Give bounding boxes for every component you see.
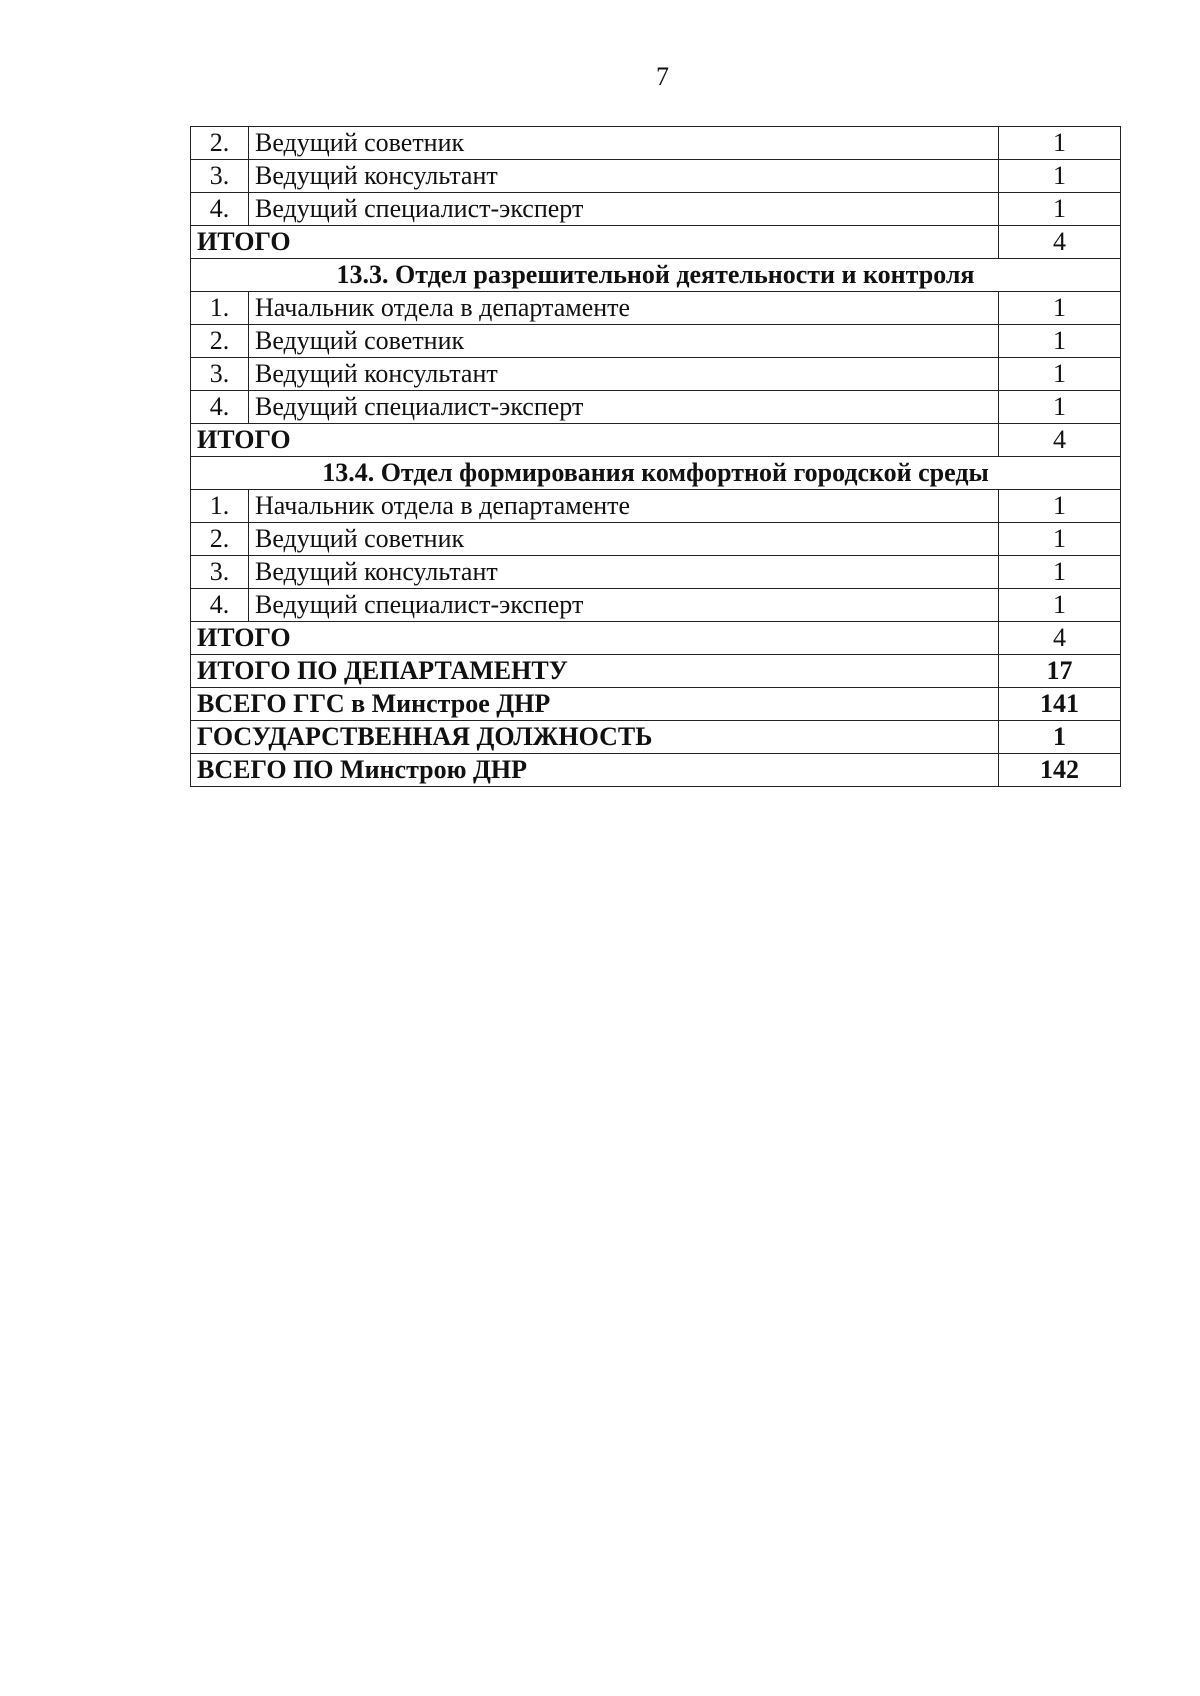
row-number: 4. bbox=[191, 589, 249, 622]
position-count: 1 bbox=[999, 160, 1121, 193]
total-label: ГОСУДАРСТВЕННАЯ ДОЛЖНОСТЬ bbox=[191, 721, 999, 754]
position-name: Ведущий советник bbox=[249, 523, 999, 556]
position-count: 1 bbox=[999, 193, 1121, 226]
position-count: 1 bbox=[999, 358, 1121, 391]
position-name: Ведущий консультант bbox=[249, 556, 999, 589]
total-label: ИТОГО ПО ДЕПАРТАМЕНТУ bbox=[191, 655, 999, 688]
total-row bbox=[191, 622, 1121, 655]
total-row bbox=[191, 721, 1121, 754]
total-count: 141 bbox=[999, 688, 1121, 721]
row-number: 3. bbox=[191, 556, 249, 589]
row-number: 4. bbox=[191, 193, 249, 226]
table-row bbox=[191, 589, 1121, 622]
position-name: Ведущий консультант bbox=[249, 358, 999, 391]
position-count: 1 bbox=[999, 325, 1121, 358]
table-row bbox=[191, 523, 1121, 556]
position-count: 1 bbox=[999, 589, 1121, 622]
position-name: Ведущий консультант bbox=[249, 160, 999, 193]
position-name: Ведущий специалист-эксперт bbox=[249, 589, 999, 622]
position-count: 1 bbox=[999, 391, 1121, 424]
table-row bbox=[191, 292, 1121, 325]
total-label: ИТОГО bbox=[191, 226, 999, 259]
page-number: 7 bbox=[656, 62, 669, 91]
position-name: Начальник отдела в департаменте bbox=[249, 490, 999, 523]
section-title: 13.3. Отдел разрешительной деятельности и контроля bbox=[191, 259, 1121, 292]
total-row bbox=[191, 226, 1121, 259]
row-number: 1. bbox=[191, 490, 249, 523]
row-number: 3. bbox=[191, 358, 249, 391]
table-row bbox=[191, 160, 1121, 193]
position-count: 1 bbox=[999, 523, 1121, 556]
section-header-row bbox=[191, 259, 1121, 292]
position-count: 1 bbox=[999, 127, 1121, 160]
total-label: ВСЕГО ПО Минстрою ДНР bbox=[191, 754, 999, 787]
staff-table bbox=[190, 126, 1121, 787]
row-number: 3. bbox=[191, 160, 249, 193]
section-title: 13.4. Отдел формирования комфортной городской среды bbox=[191, 457, 1121, 490]
table-row bbox=[191, 490, 1121, 523]
position-name: Ведущий советник bbox=[249, 127, 999, 160]
row-number: 4. bbox=[191, 391, 249, 424]
position-name: Ведущий специалист-эксперт bbox=[249, 193, 999, 226]
row-number: 1. bbox=[191, 292, 249, 325]
total-count: 17 bbox=[999, 655, 1121, 688]
total-row bbox=[191, 655, 1121, 688]
total-row bbox=[191, 688, 1121, 721]
total-count: 4 bbox=[999, 226, 1121, 259]
total-label: ИТОГО bbox=[191, 622, 999, 655]
row-number: 2. bbox=[191, 127, 249, 160]
row-number: 2. bbox=[191, 325, 249, 358]
table-row bbox=[191, 193, 1121, 226]
staff-table-body bbox=[191, 127, 1121, 787]
position-name: Ведущий специалист-эксперт bbox=[249, 391, 999, 424]
table-row bbox=[191, 556, 1121, 589]
total-count: 1 bbox=[999, 721, 1121, 754]
total-label: ИТОГО bbox=[191, 424, 999, 457]
position-name: Ведущий советник bbox=[249, 325, 999, 358]
table-row bbox=[191, 325, 1121, 358]
row-number: 2. bbox=[191, 523, 249, 556]
total-row bbox=[191, 754, 1121, 787]
total-row bbox=[191, 424, 1121, 457]
table-row bbox=[191, 358, 1121, 391]
table-row bbox=[191, 127, 1121, 160]
total-count: 4 bbox=[999, 424, 1121, 457]
position-count: 1 bbox=[999, 556, 1121, 589]
table-row bbox=[191, 391, 1121, 424]
position-count: 1 bbox=[999, 292, 1121, 325]
total-label: ВСЕГО ГГС в Минстрое ДНР bbox=[191, 688, 999, 721]
total-count: 4 bbox=[999, 622, 1121, 655]
position-name: Начальник отдела в департаменте bbox=[249, 292, 999, 325]
position-count: 1 bbox=[999, 490, 1121, 523]
total-count: 142 bbox=[999, 754, 1121, 787]
section-header-row bbox=[191, 457, 1121, 490]
